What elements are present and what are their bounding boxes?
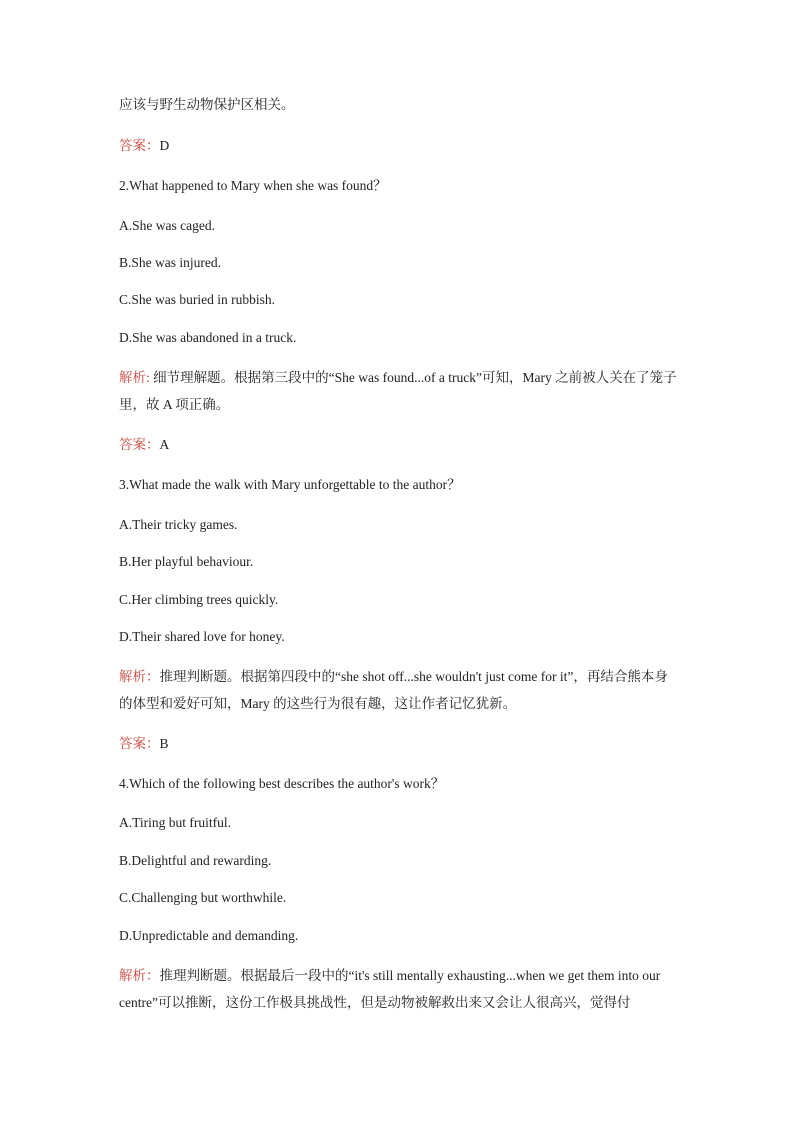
intro-text: 应该与野生动物保护区相关。 [119, 97, 295, 112]
analysis-text: 细节理解题。根据第三段中的“She was found...of a truck”可知，Mary 之前被人关在了笼子里，故 A 项正确。 [119, 370, 677, 412]
option-3d: D.Their shared love for honey. [119, 629, 285, 644]
option-4a: A.Tiring but fruitful. [119, 815, 232, 830]
analysis-label: 解析： [119, 669, 160, 684]
option-3a: A.Their tricky games. [119, 517, 238, 532]
answer-label: 答案： [119, 138, 160, 153]
answer-2 [119, 435, 169, 455]
analysis-text: 推理判断题。根据最后一段中的“it's still mentally exhausting...when we get them into our centre”可以推断，这份工作极具挑战性，但是动物被解救出来又会让人很高兴，觉得付 [119, 968, 661, 1010]
analysis-text: 推理判断题。根据第四段中的“she shot off...she wouldn't just come for it”，再结合熊本身的体型和爱好可知，Mary 的这些行为很有趣，这让作者记忆犹新。 [119, 669, 668, 711]
answer-3 [119, 734, 169, 754]
question-3: 3.What made the walk with Mary unforgettable to the author？ [119, 477, 461, 492]
answer-value: A [159, 437, 170, 452]
option-4d: D.Unpredictable and demanding. [119, 928, 299, 943]
analysis-label: 解析： [119, 968, 160, 983]
answer-1 [119, 136, 169, 156]
option-2c: C.She was buried in rubbish. [119, 292, 275, 307]
option-2a: A.She was caged. [119, 218, 215, 233]
answer-value: D [159, 138, 170, 153]
analysis-2 [119, 364, 679, 418]
option-4c: C.Challenging but worthwhile. [119, 890, 287, 905]
question-2: 2.What happened to Mary when she was found？ [119, 178, 387, 193]
option-3c: C.Her climbing trees quickly. [119, 592, 279, 607]
analysis-4 [119, 962, 679, 1016]
option-4b: B.Delightful and rewarding. [119, 853, 272, 868]
option-2b: B.She was injured. [119, 255, 221, 270]
option-3b: B.Her playful behaviour. [119, 554, 254, 569]
answer-label: 答案： [119, 736, 160, 751]
analysis-label: 解析: [119, 370, 150, 385]
option-2d: D.She was abandoned in a truck. [119, 330, 297, 345]
analysis-3 [119, 663, 679, 717]
answer-label: 答案： [119, 437, 160, 452]
question-4: 4.Which of the following best describes the author's work？ [119, 776, 445, 791]
answer-value: B [159, 736, 169, 751]
